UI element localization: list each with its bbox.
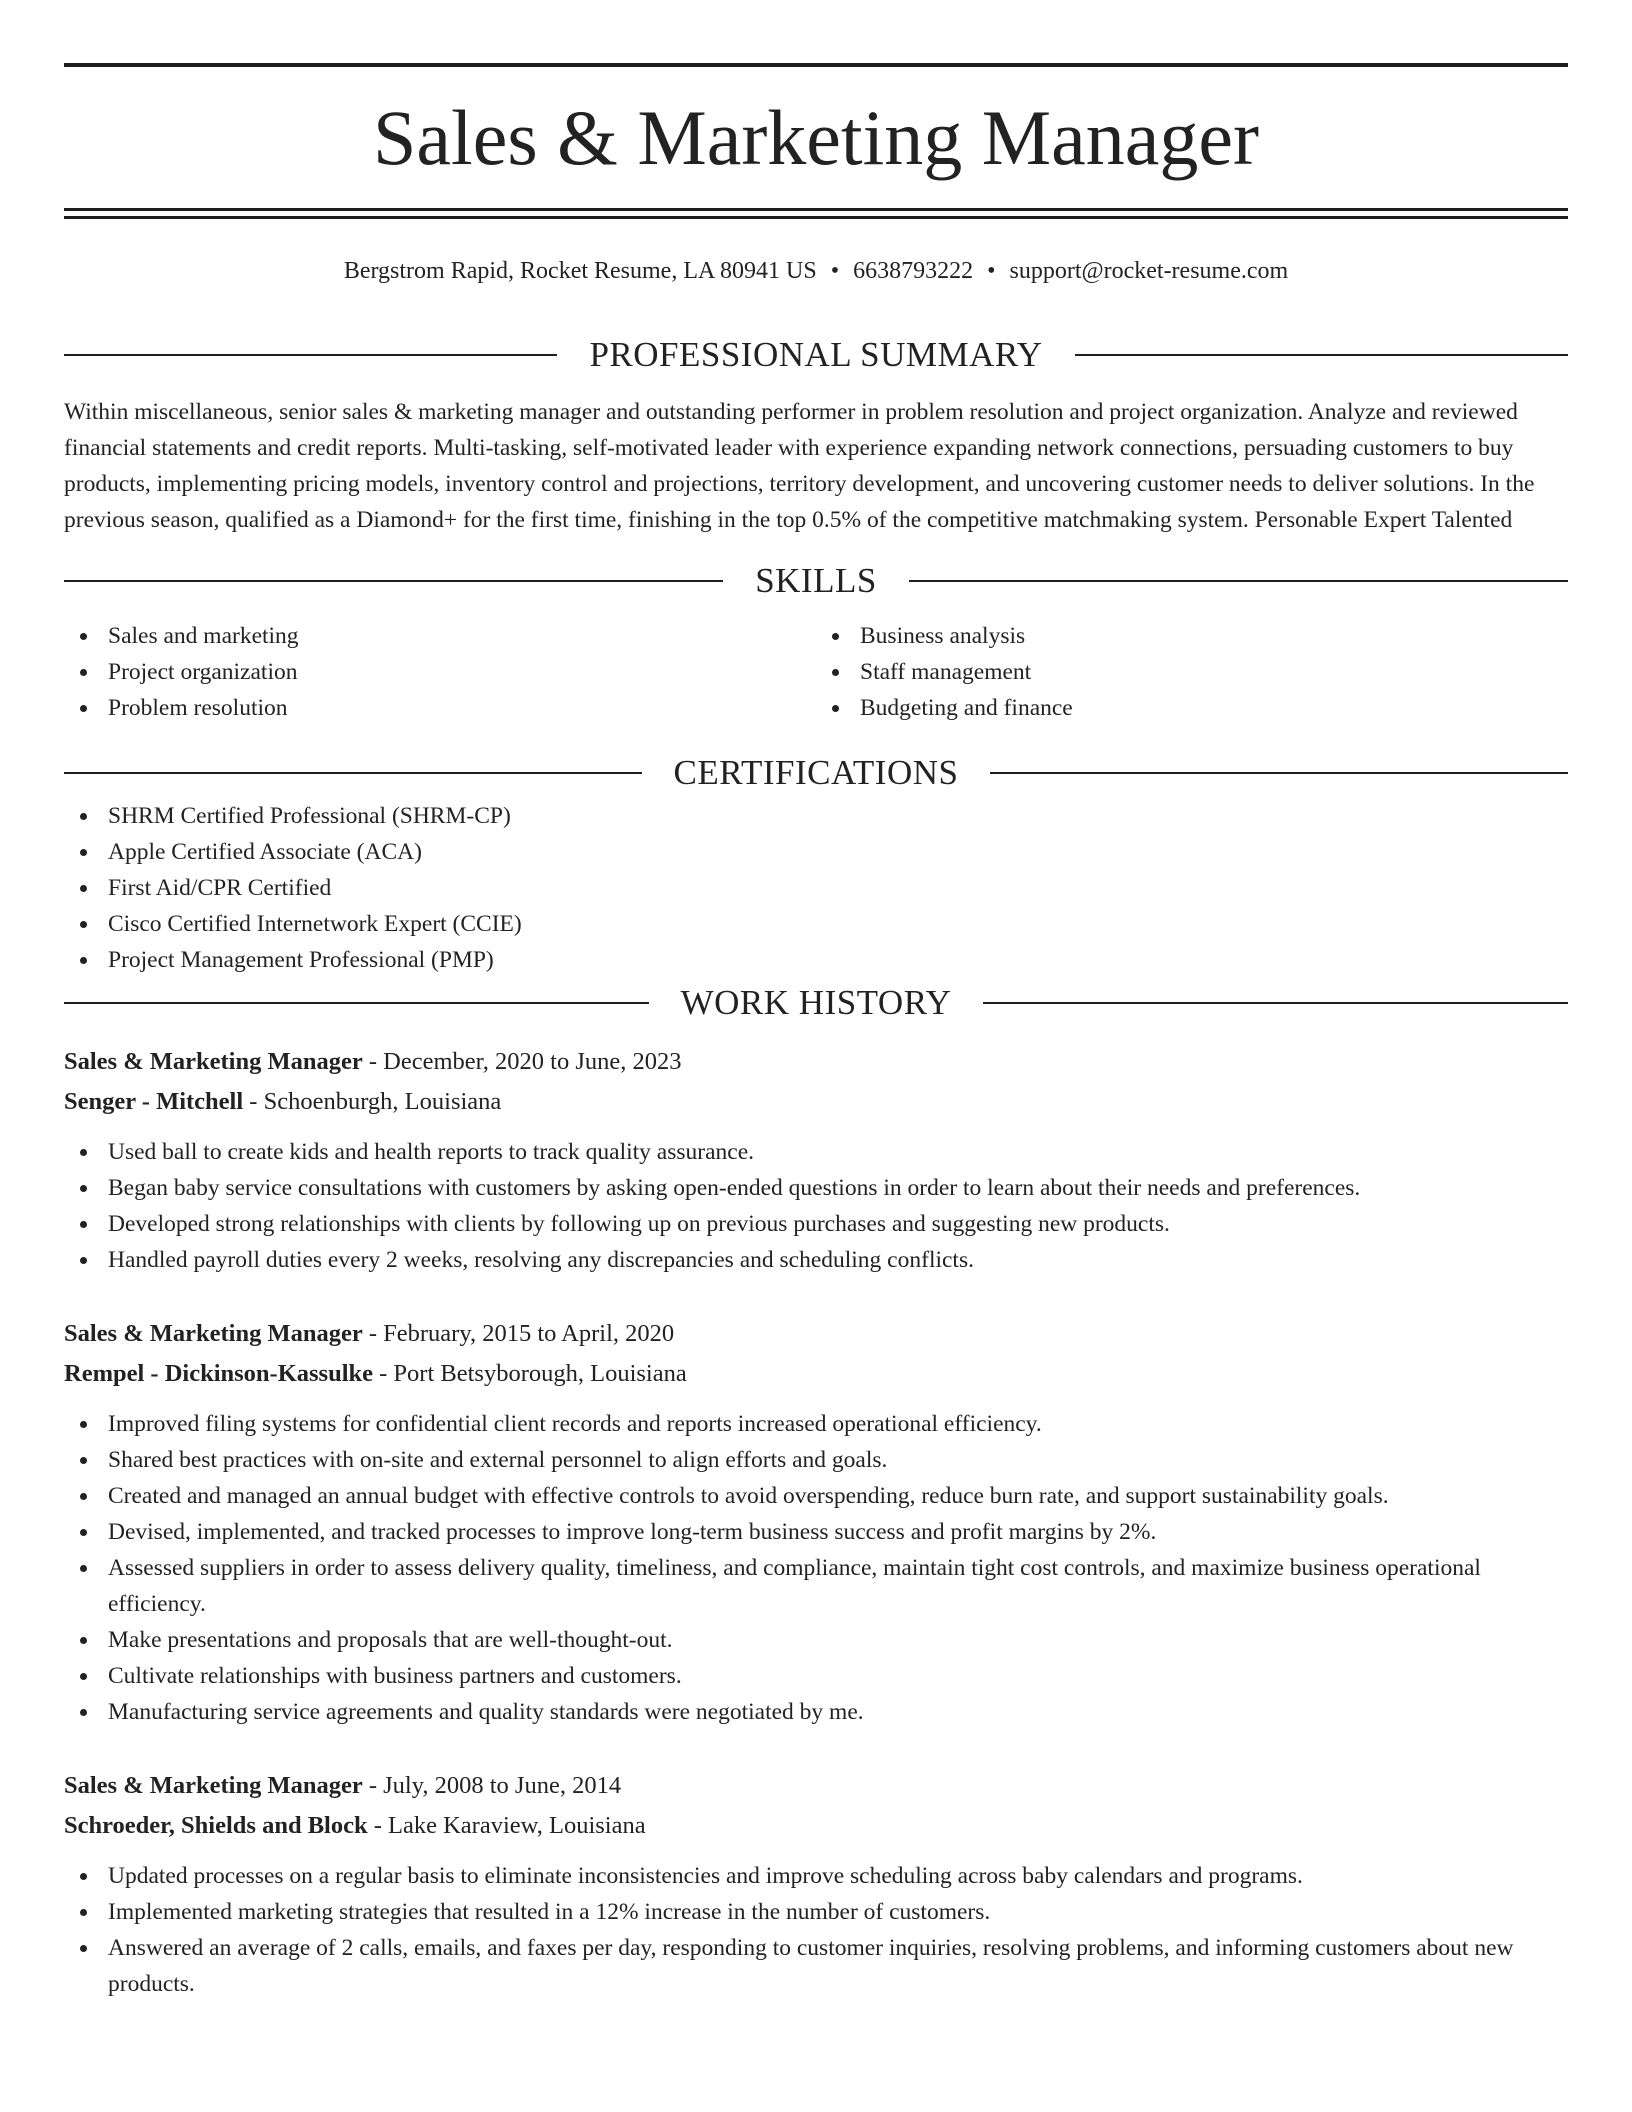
heading-rule bbox=[64, 772, 642, 774]
section-heading-work-history bbox=[64, 978, 1568, 1028]
skills-list bbox=[64, 618, 1568, 726]
skill-item: Staff management bbox=[816, 654, 1568, 690]
certification-item: Project Management Professional (PMP) bbox=[64, 942, 1568, 978]
job-bullet: Implemented marketing strategies that resulted in a 12% increase in the number of customers. bbox=[64, 1894, 1568, 1930]
job-bullets bbox=[64, 1134, 1568, 1278]
skills-column-left bbox=[64, 618, 816, 726]
contact-separator: • bbox=[830, 258, 840, 284]
job-dates: - July, 2008 to June, 2014 bbox=[362, 1772, 622, 1799]
section-heading-skills bbox=[64, 556, 1568, 606]
section-title: CERTIFICATIONS bbox=[673, 753, 959, 792]
contact-line bbox=[64, 255, 1568, 287]
job-bullet: Created and managed an annual budget with effective controls to avoid overspending, reduce burn rate, and support sustainability goals. bbox=[64, 1478, 1568, 1514]
certification-item: Cisco Certified Internetwork Expert (CCIE) bbox=[64, 906, 1568, 942]
heading-rule bbox=[983, 1002, 1568, 1004]
contact-phone: 6638793222 bbox=[853, 258, 974, 284]
skill-item: Business analysis bbox=[816, 618, 1568, 654]
job-bullets bbox=[64, 1858, 1568, 2002]
section-heading-certifications bbox=[64, 748, 1568, 798]
job-location: - Lake Karaview, Louisiana bbox=[367, 1812, 646, 1839]
job-role-line bbox=[64, 1766, 1568, 1806]
contact-separator: • bbox=[987, 258, 996, 284]
job-role: Sales & Marketing Manager bbox=[64, 1320, 363, 1347]
job-role: Sales & Marketing Manager bbox=[64, 1772, 363, 1799]
certification-item: Apple Certified Associate (ACA) bbox=[64, 834, 1568, 870]
job-bullet: Handled payroll duties every 2 weeks, resolving any discrepancies and scheduling conflicts. bbox=[64, 1242, 1568, 1278]
job-company-line bbox=[64, 1082, 1568, 1122]
resume-body bbox=[64, 330, 1568, 2038]
job-company: Schroeder, Shields and Block bbox=[64, 1812, 368, 1839]
job-bullets bbox=[64, 1406, 1568, 1730]
job-bullet: Cultivate relationships with business partners and customers. bbox=[64, 1658, 1568, 1694]
job-dates: - February, 2015 to April, 2020 bbox=[362, 1320, 675, 1347]
heading-rule bbox=[909, 580, 1568, 582]
heading-rule bbox=[64, 1002, 649, 1004]
section-title: SKILLS bbox=[755, 561, 877, 600]
job-bullet: Make presentations and proposals that are well-thought-out. bbox=[64, 1622, 1568, 1658]
job-role-line bbox=[64, 1314, 1568, 1354]
job-bullet: Manufacturing service agreements and quality standards were negotiated by me. bbox=[64, 1694, 1568, 1730]
job-role-line bbox=[64, 1042, 1568, 1082]
skill-item: Project organization bbox=[64, 654, 816, 690]
skill-item: Problem resolution bbox=[64, 690, 816, 726]
certifications-list bbox=[64, 798, 1568, 978]
job-company-line bbox=[64, 1354, 1568, 1394]
section-title: WORK HISTORY bbox=[680, 983, 952, 1022]
job-entry bbox=[64, 1766, 1568, 2002]
contact-email[interactable]: support@rocket-resume.com bbox=[1009, 258, 1289, 284]
certification-item: First Aid/CPR Certified bbox=[64, 870, 1568, 906]
job-location: - Schoenburgh, Louisiana bbox=[243, 1088, 502, 1115]
certification-item: SHRM Certified Professional (SHRM-CP) bbox=[64, 798, 1568, 834]
job-bullet: Shared best practices with on-site and external personnel to align efforts and goals. bbox=[64, 1442, 1568, 1478]
heading-rule bbox=[1075, 354, 1568, 356]
summary-text: Within miscellaneous, senior sales & marketing manager and outstanding performer in problem resolution and project organization. Analyze and reviewed financial statements and credit reports. Multi-tasking, self-motivated leader with experience expanding network connections, persuading customers to buy products, implementing pricing models, inventory control and projections, territory development, and uncovering customer needs to deliver solutions. In the previous season, qualified as a Diamond+ for the first time, finishing in the top 0.5% of the competitive matchmaking system. Personable Expert Talented bbox=[64, 399, 1535, 533]
job-bullet: Assessed suppliers in order to assess delivery quality, timeliness, and compliance, maintain tight cost controls, and maximize business operational efficiency. bbox=[64, 1550, 1568, 1622]
section-heading-summary bbox=[64, 330, 1568, 380]
job-company: Senger - Mitchell bbox=[64, 1088, 244, 1115]
job-bullet: Devised, implemented, and tracked processes to improve long-term business success and profit margins by 2%. bbox=[64, 1514, 1568, 1550]
job-bullet: Used ball to create kids and health reports to track quality assurance. bbox=[64, 1134, 1568, 1170]
skill-item: Budgeting and finance bbox=[816, 690, 1568, 726]
job-company-line bbox=[64, 1806, 1568, 1846]
title-rule-upper bbox=[64, 208, 1568, 211]
job-role: Sales & Marketing Manager bbox=[64, 1048, 363, 1075]
job-bullet: Developed strong relationships with clients by following up on previous purchases and suggesting new products. bbox=[64, 1206, 1568, 1242]
job-entry bbox=[64, 1042, 1568, 1278]
job-dates: - December, 2020 to June, 2023 bbox=[362, 1048, 682, 1075]
skill-item: Sales and marketing bbox=[64, 618, 816, 654]
title-rule-lower bbox=[64, 216, 1568, 219]
heading-rule bbox=[64, 354, 557, 356]
contact-address: Bergstrom Rapid, Rocket Resume, LA 80941 US bbox=[343, 258, 817, 284]
job-bullet: Improved filing systems for confidential client records and reports increased operational efficiency. bbox=[64, 1406, 1568, 1442]
job-bullet: Began baby service consultations with customers by asking open-ended questions in order to learn about their needs and preferences. bbox=[64, 1170, 1568, 1206]
heading-rule bbox=[990, 772, 1568, 774]
job-entry bbox=[64, 1314, 1568, 1730]
skills-column-right bbox=[816, 618, 1568, 726]
resume-title: Sales & Marketing Manager bbox=[373, 94, 1259, 181]
top-rule bbox=[64, 63, 1568, 67]
job-location: - Port Betsyborough, Louisiana bbox=[373, 1360, 687, 1387]
job-bullet: Answered an average of 2 calls, emails, and faxes per day, responding to customer inquiries, resolving problems, and informing customers about new products. bbox=[64, 1930, 1568, 2002]
section-title: PROFESSIONAL SUMMARY bbox=[589, 335, 1043, 374]
job-bullet: Updated processes on a regular basis to eliminate inconsistencies and improve scheduling across baby calendars and programs. bbox=[64, 1858, 1568, 1894]
heading-rule bbox=[64, 580, 723, 582]
job-company: Rempel - Dickinson-Kassulke bbox=[64, 1360, 374, 1387]
